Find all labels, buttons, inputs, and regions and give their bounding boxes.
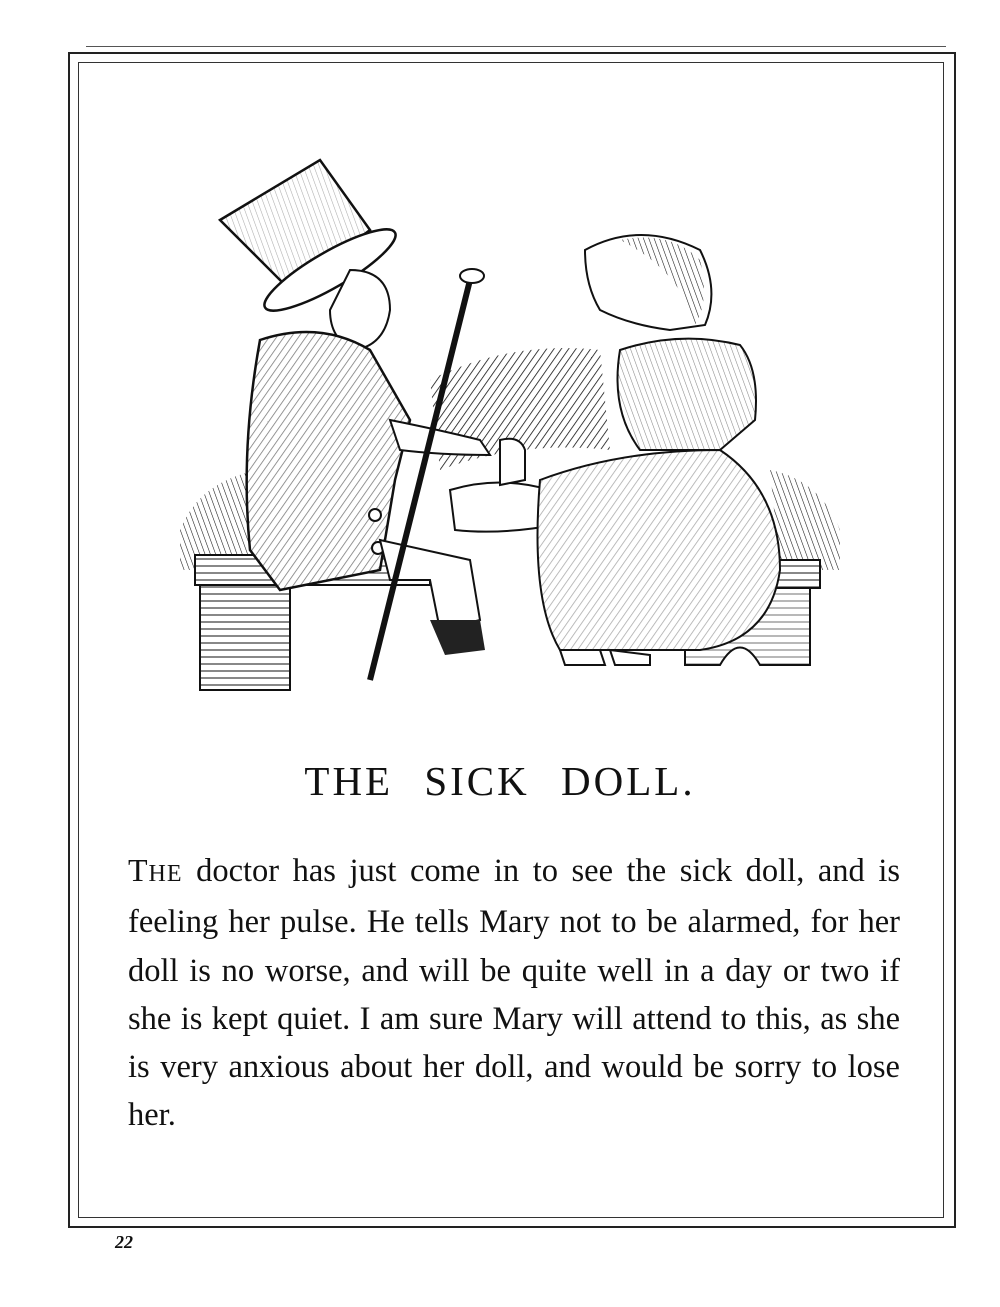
girl-figure [538, 235, 781, 665]
lead-word [128, 852, 183, 888]
engraving-illustration [180, 150, 840, 695]
lead-initial: T [128, 852, 149, 888]
story-body [128, 846, 900, 1140]
story-body-text: doctor has just come in to see the sick doll, and is feeling her pulse. He tells Mary not to be alarmed, for her doll is no worse, and will be quite well in a day or two if she is kept quiet. I am sure Mary will attend to this, as she is very anxious about her doll, and would be sorry to lose her. [128, 853, 900, 1134]
top-rule [86, 46, 946, 47]
story-title: THE SICK DOLL. [304, 758, 696, 804]
page-number: 22 [115, 1232, 133, 1252]
lead-small-caps: HE [148, 861, 183, 887]
